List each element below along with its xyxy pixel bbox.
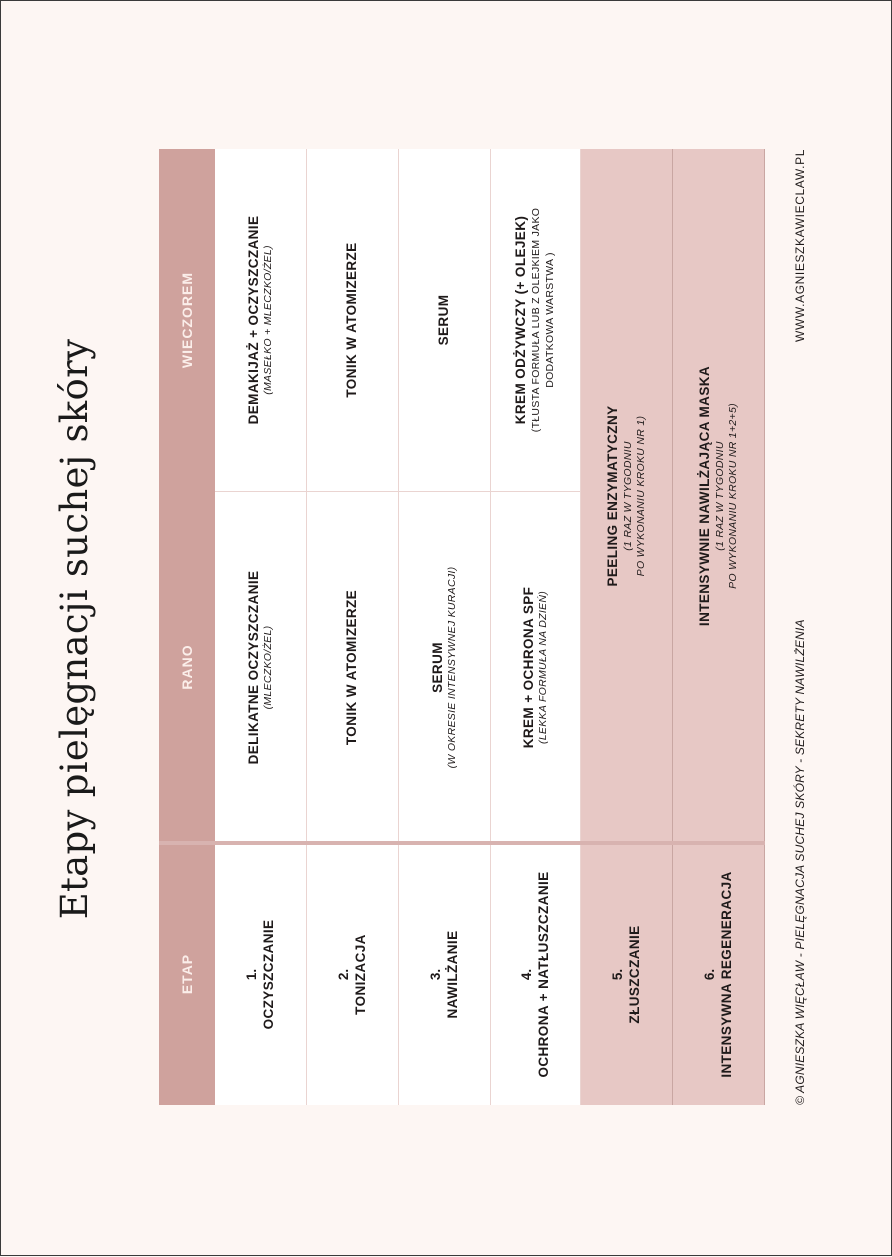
column-divider: [159, 841, 765, 845]
row-2-wieczor-main: TONIK W ATOMIZERZE: [344, 242, 360, 398]
row-1-wieczor-main: DEMAKIJAŻ + OCZYSZCZANIE: [245, 215, 261, 425]
row-1-wieczor-sub: (MASEŁKO + MLECZKO/ŻEL): [262, 245, 275, 395]
row-1-wieczor: [215, 149, 307, 491]
row-3-etap: [399, 843, 491, 1105]
row-2-rano-main: TONIK W ATOMIZERZE: [344, 589, 360, 746]
row-6-main: INTENSYWNIE NAWILŻAJĄCA MASKA: [696, 365, 712, 627]
row-3-rano-sub: (W OKRESIE INTENSYWNEJ KURACJI): [446, 566, 459, 769]
row-4-wieczor: [491, 149, 581, 491]
row-4-wieczor-sub-1: (TŁUSTA FORMUŁA LUB Z OLEJKIEM JAKO: [530, 207, 543, 433]
row-3-wieczor-main: SERUM: [436, 294, 452, 346]
row-6-name: INTENSYWNA REGENERACJA: [718, 871, 734, 1078]
row-2-wieczor: [307, 149, 399, 491]
row-1-name: OCZYSZCZANIE: [260, 919, 276, 1030]
row-3-number: 3.: [428, 968, 444, 981]
row-5-sub-1: (1 RAZ W TYGODNIU: [621, 441, 634, 551]
row-6-number: 6.: [702, 968, 718, 981]
footer-copyright: © AGNIESZKA WIĘCŁAW - PIELĘGNACJA SUCHEJ SKÓRY - SEKRETY NAWILŻENIA: [793, 619, 807, 1105]
row-1-number: 1.: [244, 968, 260, 981]
row-1-rano-sub: (MLECZKO/ŻEL): [262, 625, 275, 710]
row-5-etap: [581, 843, 673, 1105]
row-4-rano-sub: (LEKKA FORMUŁA NA DZIEŃ): [537, 590, 550, 745]
row-1-etap: [215, 843, 307, 1105]
row-3-wieczor: [399, 149, 491, 491]
row-6-content: [673, 149, 765, 843]
row-5-number: 5.: [610, 968, 626, 981]
row-2-etap: [307, 843, 399, 1105]
row-2-number: 2.: [336, 968, 352, 981]
row-3-rano-main: SERUM: [429, 642, 445, 693]
row-4-wieczor-sub-2: DODATKOWA WARSTWA ): [543, 252, 556, 388]
rotated-page: [1, 1, 892, 1257]
row-4-name: OCHRONA + NATŁUSZCZANIE: [535, 871, 551, 1078]
row-3-rano: [399, 491, 491, 843]
row-4-rano-main: KREM + OCHRONA SPF: [520, 586, 536, 749]
row-5-main: PEELING ENZYMATYCZNY: [604, 405, 620, 587]
skincare-table: [159, 149, 765, 1105]
row-2-rano: [307, 491, 399, 843]
row-5-content: [581, 149, 673, 843]
row-4-number: 4.: [519, 968, 535, 981]
header-etap: ETAP: [159, 843, 215, 1105]
row-5-sub-2: PO WYKONANIU KROKU NR 1): [634, 415, 647, 577]
footer-website: WWW.AGNIESZKAWIECLAW.PL: [793, 149, 807, 342]
row-6-sub-1: (1 RAZ W TYGODNIU: [713, 441, 726, 551]
row-5-name: ZŁUSZCZANIE: [626, 925, 642, 1024]
header-wieczorem: WIECZOREM: [159, 149, 215, 491]
row-1-rano-main: DELIKATNE OCZYSZCZANIE: [245, 570, 261, 765]
row-3-name: NAWILŻANIE: [444, 930, 460, 1019]
row-2-name: TONIZACJA: [352, 934, 368, 1015]
row-6-etap: [673, 843, 765, 1105]
row-4-rano: [491, 491, 581, 843]
row-4-etap: [491, 843, 581, 1105]
row-4-wieczor-main: KREM ODŻYWCZY (+ OLEJEK): [513, 215, 529, 425]
row-1-rano: [215, 491, 307, 843]
page-title: Etapy pielęgnacji suchej skóry: [53, 338, 96, 920]
row-6-sub-2: PO WYKONANIU KROKU NR 1+2+5): [726, 403, 739, 589]
header-rano: RANO: [159, 491, 215, 843]
